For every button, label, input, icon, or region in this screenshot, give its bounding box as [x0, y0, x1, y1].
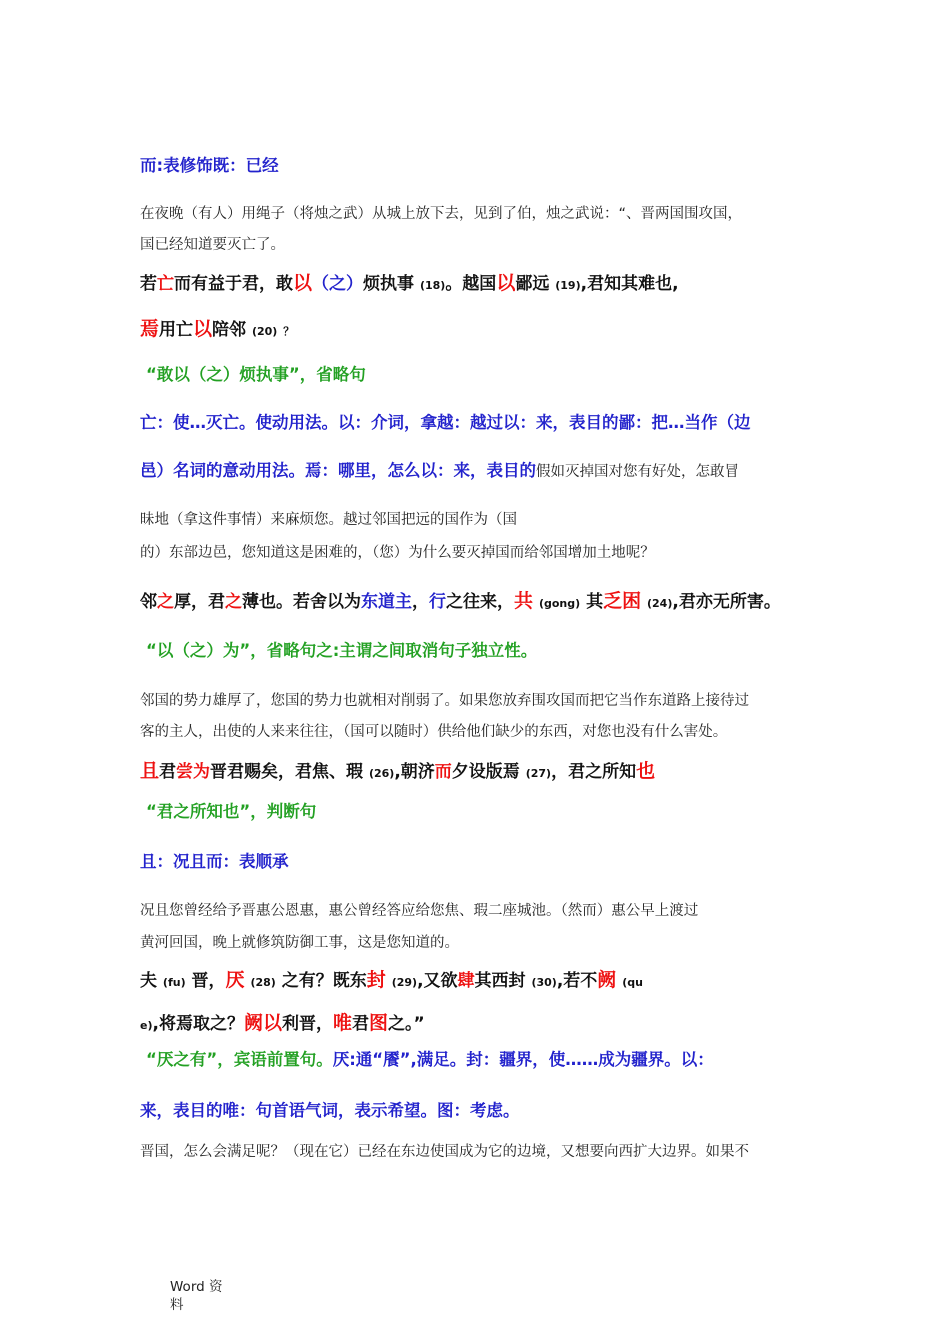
text: 晋，: [191, 971, 226, 991]
text: 其: [586, 592, 604, 612]
highlight: 以: [293, 272, 313, 294]
original-text-line: [140, 586, 781, 613]
highlight: 阙: [597, 969, 617, 991]
translation-line: 昧地（拿这件事情）来麻烦您。越过邻国把远的国作为（国: [140, 512, 517, 528]
footer-line: Word 资: [170, 1279, 223, 1295]
text: 厚，君: [174, 592, 225, 612]
translation: 假如灭掉国对您有好处，怎敢冒: [536, 464, 739, 480]
highlight: 之: [225, 592, 242, 612]
text: 烦执事: [363, 274, 415, 294]
original-text-line: [140, 1008, 425, 1035]
highlight: 焉: [140, 318, 160, 340]
highlight: 之: [157, 592, 174, 612]
footnote-marker: (24): [647, 597, 673, 610]
highlight: 肆: [457, 971, 475, 991]
translation-line: 况且您曾经给予晋惠公恩惠，惠公曾经答应给您焦、瑕二座城池。（然而）惠公早上渡过: [140, 903, 699, 919]
highlight: 厌: [225, 969, 245, 991]
pinyin: (gong): [538, 597, 581, 610]
text: 邻: [140, 592, 157, 612]
text: ,君亦无所害。: [672, 592, 781, 612]
highlight: 而: [434, 762, 452, 782]
heading-er: 而:表修饰既：已经: [140, 156, 279, 175]
footer-line: 料: [170, 1297, 184, 1313]
highlight: 也: [636, 760, 656, 782]
grammar-note: [146, 1046, 714, 1070]
text: 用亡: [159, 320, 194, 340]
text: ,君知其难也,: [580, 274, 679, 294]
annotation-line: 且：况且而：表顺承: [140, 852, 289, 871]
text: 鄙远: [515, 274, 550, 294]
text: 之往来，: [446, 592, 514, 612]
highlight: 东道主: [361, 592, 412, 612]
translation-line: 黄河回国，晚上就修筑防御工事，这是您知道的。: [140, 935, 459, 951]
annotation-line: 亡：使…灭亡。使动用法。以：介词，拿越：越过以：来，表目的鄙：把…当作（边: [140, 413, 751, 432]
text: 之。”: [388, 1014, 425, 1034]
highlight: 行: [429, 592, 446, 612]
highlight: 尝为: [176, 762, 211, 782]
original-text-line: [140, 268, 679, 295]
annotation: 邑）名词的意动用法。焉：哪里，怎么以：来，表目的: [140, 461, 536, 480]
text: ，: [412, 592, 429, 612]
footnote-marker: (29): [391, 976, 418, 989]
translation-line: 晋国，怎么会满足呢？（现在它）已经在东边使国成为它的边境，又想要向西扩大边界。如果不: [140, 1144, 749, 1160]
text: 夫: [140, 971, 157, 991]
highlight: 以: [193, 318, 213, 340]
text: 若: [140, 274, 157, 294]
pinyin: e): [140, 1019, 153, 1032]
text: 君: [352, 1014, 369, 1034]
highlight: 共: [514, 590, 534, 612]
footnote-marker: (19): [555, 279, 581, 292]
pinyin: (fu): [162, 976, 186, 989]
translation-line: 国已经知道要灭亡了。: [140, 237, 285, 253]
annotation: 厌:通“餍”,满足。封：疆界，使……成为疆界。以：: [332, 1050, 714, 1069]
annotation-line: 来，表目的唯：句首语气词，表示希望。图：考虑。: [140, 1101, 520, 1120]
text: ,朝济: [394, 762, 435, 782]
text: ,又欲: [417, 971, 458, 991]
text: 晋君赐矣，君焦、瑕: [210, 762, 364, 782]
footnote-marker: (18): [419, 279, 446, 292]
highlight: 封: [366, 969, 386, 991]
translation-line: 的）东部边邑，您知道这是困难的，（您）为什么要灭掉国而给邻国增加土地呢？: [140, 545, 655, 561]
grammar-note: “敢以（之）烦执事”，省略句: [146, 365, 366, 384]
text: 而有益于君，敢: [174, 274, 293, 294]
highlight: 阙以: [243, 1012, 282, 1034]
highlight: 图: [369, 1012, 389, 1034]
translation-line: 在夜晚（有人）用绳子（将烛之武）从城上放下去，见到了伯，烛之武说：“、晋两国围攻国，: [140, 206, 743, 222]
original-text-line: [140, 756, 655, 783]
footnote-marker: (27): [525, 767, 552, 780]
text: 陪邻: [212, 320, 247, 340]
footnote-marker: (20): [251, 325, 278, 338]
text: 之有？既东: [281, 971, 367, 991]
highlight: 以: [496, 272, 516, 294]
translation-line: 客的主人，出使的人来来往往，（国可以随时）供给他们缺少的东西，对您也没有什么害处。: [140, 724, 728, 740]
text: 薄也。若舍以为: [242, 592, 361, 612]
text: ，君之所知: [551, 762, 637, 782]
pinyin: (qu: [622, 976, 643, 989]
highlight: 乏困: [603, 590, 642, 612]
text: 利晋，: [281, 1014, 333, 1034]
text: 夕设版焉: [451, 762, 520, 782]
grammar-note: “君之所知也”，判断句: [146, 802, 317, 821]
highlight: 且: [140, 760, 160, 782]
text: 。越国: [445, 274, 497, 294]
page-footer: [170, 1278, 223, 1314]
translation-line: 邻国的势力雄厚了，您国的势力也就相对削弱了。如果您放弃围攻国而把它当作东道路上接待过: [140, 693, 749, 709]
footnote-marker: (30): [531, 976, 557, 989]
highlight: 唯: [332, 1012, 352, 1034]
grammar-note: “以（之）为”，省略句之:主谓之间取消句子独立性。: [146, 641, 538, 660]
grammar-note-green: “厌之有”，宾语前置句。: [146, 1050, 333, 1069]
text: ,将焉取之？: [152, 1014, 244, 1034]
highlight: （之）: [312, 274, 364, 294]
text: 君: [159, 762, 177, 782]
text: ,若不: [556, 971, 598, 991]
footnote-marker: (26): [368, 767, 395, 780]
text: 其西封: [474, 971, 526, 991]
original-text-line: [140, 965, 643, 992]
highlight: 亡: [157, 274, 174, 294]
footnote-marker: (28): [250, 976, 276, 989]
annotation-line: [140, 457, 739, 481]
text: ？: [283, 325, 295, 338]
original-text-line: [140, 314, 294, 341]
